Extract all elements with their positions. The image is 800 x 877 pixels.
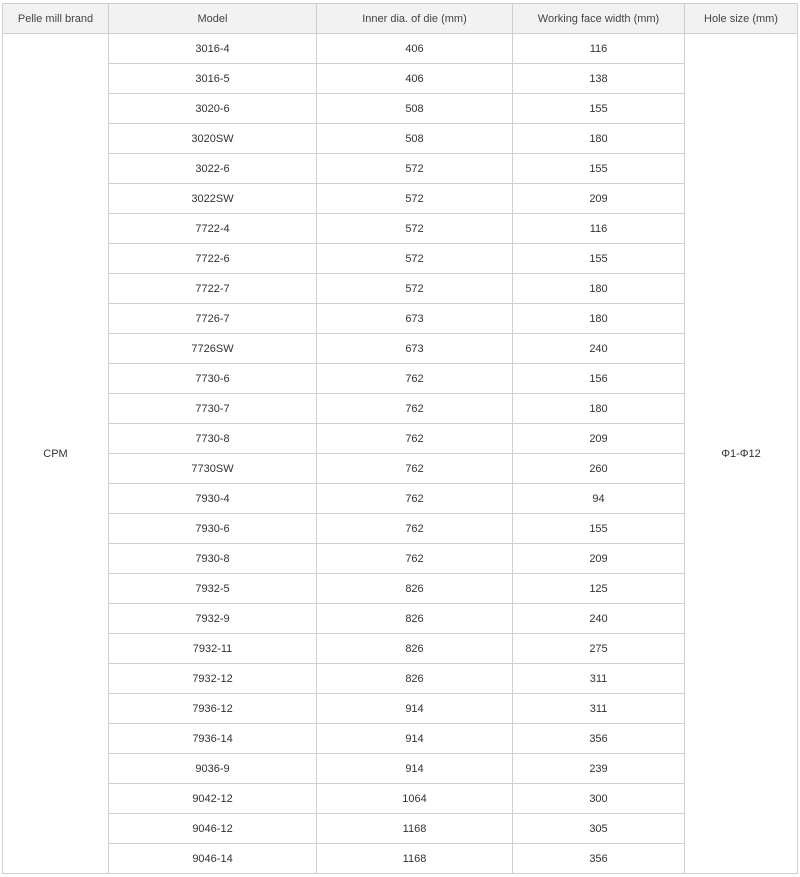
table-wrapper — [2, 3, 798, 874]
cell-model: 7730-8 — [109, 424, 317, 454]
cell-inner-dia: 826 — [317, 604, 513, 634]
cell-inner-dia: 406 — [317, 64, 513, 94]
cell-working-width: 356 — [513, 724, 685, 754]
cell-model: 7930-4 — [109, 484, 317, 514]
cell-inner-dia: 914 — [317, 724, 513, 754]
cell-model: 3020SW — [109, 124, 317, 154]
cell-working-width: 356 — [513, 844, 685, 874]
cell-inner-dia: 914 — [317, 754, 513, 784]
cell-working-width: 138 — [513, 64, 685, 94]
cell-inner-dia: 673 — [317, 304, 513, 334]
table-header — [3, 4, 798, 34]
cell-model: 7722-4 — [109, 214, 317, 244]
die-spec-table — [2, 3, 798, 874]
cell-model: 3022-6 — [109, 154, 317, 184]
header-brand: Pelle mill brand — [3, 4, 109, 34]
table-row — [3, 664, 798, 694]
cell-working-width: 125 — [513, 574, 685, 604]
cell-inner-dia: 762 — [317, 544, 513, 574]
cell-inner-dia: 508 — [317, 124, 513, 154]
cell-model: 7722-7 — [109, 274, 317, 304]
cell-model: 3020-6 — [109, 94, 317, 124]
cell-working-width: 155 — [513, 94, 685, 124]
cell-model: 9046-14 — [109, 844, 317, 874]
cell-model: 7930-6 — [109, 514, 317, 544]
cell-model: 7930-8 — [109, 544, 317, 574]
cell-model: 7932-11 — [109, 634, 317, 664]
cell-working-width: 311 — [513, 694, 685, 724]
header-inner-dia: Inner dia. of die (mm) — [317, 4, 513, 34]
table-row — [3, 184, 798, 214]
cell-model: 9036-9 — [109, 754, 317, 784]
table-row — [3, 634, 798, 664]
cell-working-width: 155 — [513, 154, 685, 184]
cell-working-width: 275 — [513, 634, 685, 664]
table-row — [3, 124, 798, 154]
cell-working-width: 180 — [513, 304, 685, 334]
header-row — [3, 4, 798, 34]
cell-working-width: 209 — [513, 544, 685, 574]
table-row — [3, 64, 798, 94]
cell-model: 7722-6 — [109, 244, 317, 274]
cell-brand: CPM — [3, 34, 109, 874]
cell-model: 3016-5 — [109, 64, 317, 94]
cell-inner-dia: 762 — [317, 484, 513, 514]
cell-working-width: 116 — [513, 214, 685, 244]
cell-inner-dia: 572 — [317, 214, 513, 244]
cell-working-width: 240 — [513, 334, 685, 364]
header-working-width: Working face width (mm) — [513, 4, 685, 34]
table-row — [3, 754, 798, 784]
cell-working-width: 116 — [513, 34, 685, 64]
table-row — [3, 784, 798, 814]
cell-inner-dia: 762 — [317, 394, 513, 424]
cell-inner-dia: 508 — [317, 94, 513, 124]
table-row — [3, 724, 798, 754]
table-row — [3, 694, 798, 724]
table-row — [3, 334, 798, 364]
table-row — [3, 574, 798, 604]
cell-inner-dia: 572 — [317, 274, 513, 304]
table-row — [3, 274, 798, 304]
cell-working-width: 305 — [513, 814, 685, 844]
table-row — [3, 454, 798, 484]
table-row — [3, 424, 798, 454]
cell-working-width: 311 — [513, 664, 685, 694]
table-body — [3, 34, 798, 874]
table-row — [3, 214, 798, 244]
cell-model: 7932-9 — [109, 604, 317, 634]
cell-working-width: 155 — [513, 244, 685, 274]
cell-model: 9046-12 — [109, 814, 317, 844]
cell-working-width: 180 — [513, 274, 685, 304]
header-model: Model — [109, 4, 317, 34]
table-row — [3, 394, 798, 424]
table-row — [3, 484, 798, 514]
table-row — [3, 94, 798, 124]
cell-inner-dia: 1168 — [317, 814, 513, 844]
cell-inner-dia: 826 — [317, 574, 513, 604]
cell-model: 7730SW — [109, 454, 317, 484]
table-row — [3, 244, 798, 274]
cell-inner-dia: 406 — [317, 34, 513, 64]
cell-model: 7932-12 — [109, 664, 317, 694]
cell-model: 7726SW — [109, 334, 317, 364]
cell-working-width: 156 — [513, 364, 685, 394]
cell-working-width: 260 — [513, 454, 685, 484]
cell-working-width: 239 — [513, 754, 685, 784]
cell-inner-dia: 572 — [317, 184, 513, 214]
header-hole-size: Hole size (mm) — [685, 4, 798, 34]
cell-model: 7936-14 — [109, 724, 317, 754]
cell-hole-size: Φ1-Φ12 — [685, 34, 798, 874]
cell-model: 9042-12 — [109, 784, 317, 814]
table-row — [3, 604, 798, 634]
cell-inner-dia: 762 — [317, 424, 513, 454]
cell-inner-dia: 914 — [317, 694, 513, 724]
table-row — [3, 814, 798, 844]
cell-working-width: 240 — [513, 604, 685, 634]
table-row — [3, 844, 798, 874]
cell-inner-dia: 1168 — [317, 844, 513, 874]
table-row — [3, 154, 798, 184]
cell-inner-dia: 762 — [317, 364, 513, 394]
cell-model: 7726-7 — [109, 304, 317, 334]
cell-working-width: 209 — [513, 424, 685, 454]
table-row — [3, 364, 798, 394]
cell-inner-dia: 762 — [317, 514, 513, 544]
cell-inner-dia: 1064 — [317, 784, 513, 814]
cell-working-width: 155 — [513, 514, 685, 544]
cell-model: 3016-4 — [109, 34, 317, 64]
cell-inner-dia: 673 — [317, 334, 513, 364]
table-row — [3, 304, 798, 334]
cell-working-width: 209 — [513, 184, 685, 214]
cell-working-width: 300 — [513, 784, 685, 814]
cell-model: 7730-6 — [109, 364, 317, 394]
cell-model: 7730-7 — [109, 394, 317, 424]
cell-inner-dia: 826 — [317, 664, 513, 694]
cell-model: 7936-12 — [109, 694, 317, 724]
table-row — [3, 514, 798, 544]
table-row — [3, 34, 798, 64]
cell-model: 3022SW — [109, 184, 317, 214]
cell-inner-dia: 826 — [317, 634, 513, 664]
cell-inner-dia: 572 — [317, 244, 513, 274]
cell-model: 7932-5 — [109, 574, 317, 604]
cell-working-width: 180 — [513, 394, 685, 424]
cell-inner-dia: 572 — [317, 154, 513, 184]
cell-working-width: 180 — [513, 124, 685, 154]
cell-working-width: 94 — [513, 484, 685, 514]
table-row — [3, 544, 798, 574]
cell-inner-dia: 762 — [317, 454, 513, 484]
